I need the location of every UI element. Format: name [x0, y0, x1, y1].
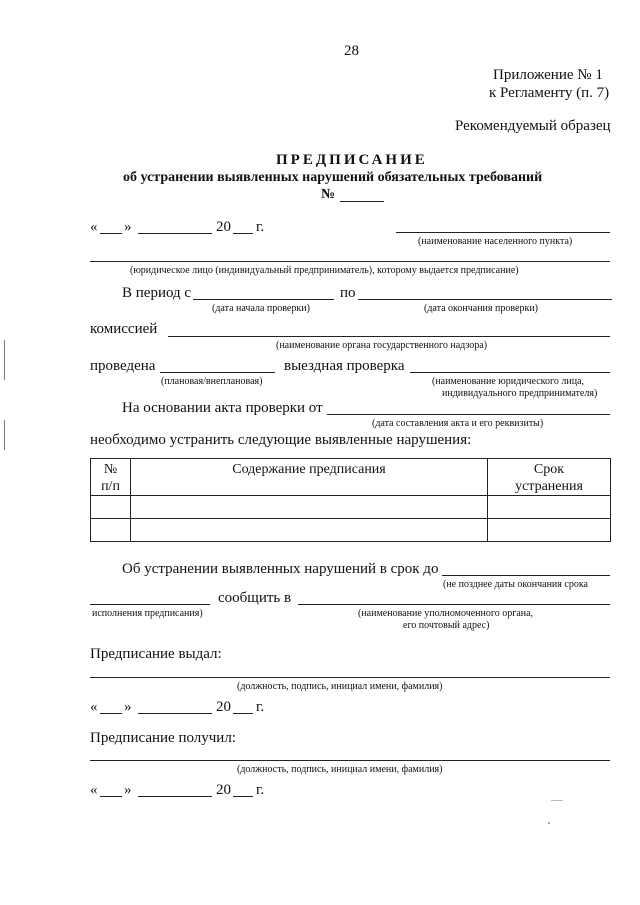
number-field[interactable] — [340, 201, 384, 202]
table-header-row — [91, 459, 611, 496]
scan-speck — [551, 800, 563, 801]
table-cell-content[interactable] — [131, 496, 488, 519]
settlement-field[interactable] — [396, 232, 610, 233]
entity-name-hint-2: индивидуального предпринимателя) — [442, 388, 598, 399]
year-field[interactable] — [233, 796, 253, 797]
year-field[interactable] — [233, 233, 253, 234]
deadline-hint-2: исполнения предписания) — [92, 608, 203, 619]
appendix-line-1: Приложение № 1 — [493, 67, 603, 83]
table-cell-deadline[interactable] — [488, 496, 611, 519]
header-deadline — [488, 459, 611, 496]
start-date-hint: (дата начала проверки) — [212, 303, 310, 314]
date-close-quote: » — [124, 699, 132, 715]
based-on-label: На основании акта проверки от — [122, 400, 323, 416]
conducted-label: проведена — [90, 358, 156, 374]
year-suffix: г. — [256, 219, 265, 235]
start-date-field[interactable] — [193, 299, 334, 300]
legal-entity-hint: (юридическое лицо (индивидуальный предприниматель), которому выдается предписание) — [130, 265, 519, 276]
deadline-hint-1: (не позднее даты окончания срока — [443, 579, 588, 590]
day-field[interactable] — [100, 796, 122, 797]
month-field[interactable] — [138, 233, 212, 234]
year-prefix: 20 — [216, 219, 231, 235]
check-type-field[interactable] — [160, 372, 275, 373]
scan-edge-mark — [4, 420, 5, 450]
scan-edge-mark — [4, 340, 5, 380]
date-close-quote: » — [124, 782, 132, 798]
table-cell-number[interactable] — [91, 519, 131, 542]
commission-label: комиссией — [90, 321, 158, 337]
org-hint-2: его почтовый адрес) — [403, 620, 490, 631]
recommended-sample: Рекомендуемый образец — [455, 118, 611, 134]
scan-speck — [548, 822, 550, 824]
year-suffix: г. — [256, 782, 265, 798]
date-open-quote: « — [90, 782, 98, 798]
table-row — [91, 496, 611, 519]
number-label: № — [321, 187, 336, 202]
issued-by-label: Предписание выдал: — [90, 646, 222, 662]
onsite-check-label: выездная проверка — [284, 358, 405, 374]
date-open-quote: « — [90, 219, 98, 235]
year-field[interactable] — [233, 713, 253, 714]
org-hint-1: (наименование уполномоченного органа, — [358, 608, 534, 619]
check-type-hint: (плановая/внеплановая) — [161, 376, 263, 387]
month-field[interactable] — [138, 713, 212, 714]
year-prefix: 20 — [216, 782, 231, 798]
year-suffix: г. — [256, 699, 265, 715]
report-org-field[interactable] — [298, 604, 610, 605]
header-number-line-2: п/п — [101, 479, 120, 494]
settlement-hint: (наименование населенного пункта) — [418, 236, 573, 247]
legal-entity-field[interactable] — [90, 261, 610, 262]
table-cell-content[interactable] — [131, 519, 488, 542]
receiver-signature-hint: (должность, подпись, инициал имени, фамилия) — [237, 764, 443, 775]
header-content — [131, 459, 488, 496]
receiver-signature-field[interactable] — [90, 760, 610, 761]
document-subtitle: об устранении выявленных нарушений обязательных требований — [123, 170, 543, 185]
act-date-hint: (дата составления акта и его реквизиты) — [372, 418, 544, 429]
fix-deadline-label: Об устранении выявленных нарушений в срок до — [122, 561, 439, 577]
act-date-field[interactable] — [327, 414, 610, 415]
entity-name-hint-1: (наименование юридического лица, — [432, 376, 585, 387]
issuer-signature-hint: (должность, подпись, инициал имени, фамилия) — [237, 681, 443, 692]
fix-deadline-field[interactable] — [442, 575, 610, 576]
table-row — [91, 519, 611, 542]
period-to-label: по — [340, 285, 356, 301]
received-by-label: Предписание получил: — [90, 730, 236, 746]
period-from-label: В период с — [122, 285, 192, 301]
table-cell-number[interactable] — [91, 496, 131, 519]
header-number — [91, 459, 131, 496]
header-deadline-line-2: устранения — [515, 479, 583, 494]
appendix-line-2: к Регламенту (п. 7) — [489, 85, 610, 101]
deadline-continuation-field[interactable] — [90, 604, 210, 605]
authority-hint: (наименование органа государственного надзора) — [276, 340, 488, 351]
year-prefix: 20 — [216, 699, 231, 715]
month-field[interactable] — [138, 796, 212, 797]
entity-name-field[interactable] — [410, 372, 610, 373]
must-fix-label: необходимо устранить следующие выявленные нарушения: — [90, 432, 472, 448]
document-title: ПРЕДПИСАНИЕ — [276, 152, 428, 168]
report-to-label: сообщить в — [218, 590, 292, 606]
header-content-line-1: Содержание предписания — [232, 462, 386, 477]
page-number: 28 — [344, 43, 359, 59]
end-date-hint: (дата окончания проверки) — [424, 303, 538, 314]
table-cell-deadline[interactable] — [488, 519, 611, 542]
header-deadline-line-1: Срок — [533, 462, 565, 477]
authority-field[interactable] — [168, 336, 610, 337]
issuer-signature-field[interactable] — [90, 677, 610, 678]
day-field[interactable] — [100, 713, 122, 714]
violations-table — [90, 458, 611, 542]
day-field[interactable] — [100, 233, 122, 234]
date-close-quote: » — [124, 219, 132, 235]
header-number-line-1: № — [103, 462, 118, 477]
date-open-quote: « — [90, 699, 98, 715]
end-date-field[interactable] — [358, 299, 612, 300]
